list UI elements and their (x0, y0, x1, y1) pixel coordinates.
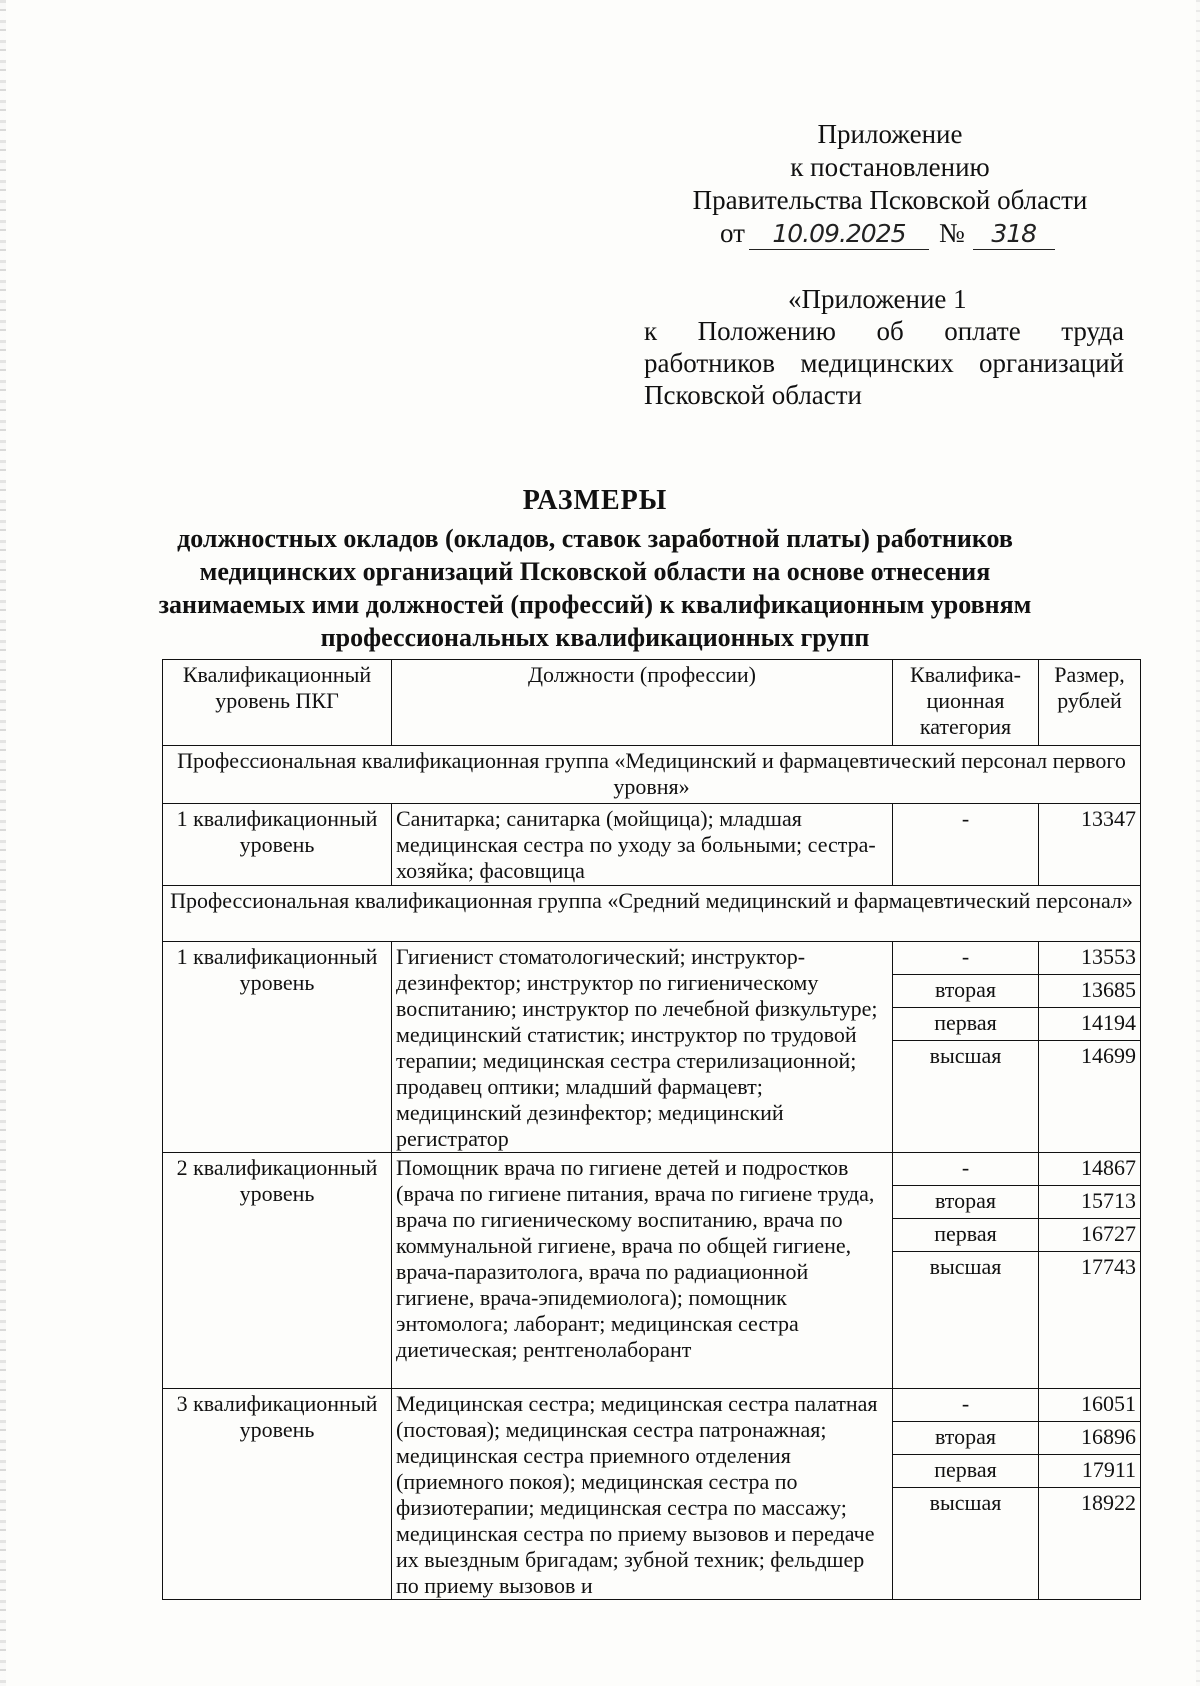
amount-value: 14699 (1081, 1043, 1136, 1068)
scan-edge-right (1196, 0, 1200, 1686)
category-value: первая (893, 1455, 1038, 1488)
amount-cell (1039, 942, 1141, 1153)
amount-value: 13553 (1039, 942, 1140, 975)
reference-block (644, 283, 1124, 411)
heading-subtitle-1: должностных окладов (окладов, ставок заработной платы) работников (177, 524, 1013, 553)
number-prefix: № (938, 218, 965, 248)
appendix-date-row (640, 217, 1140, 253)
table-row (163, 1389, 1141, 1600)
appendix-line-1: Приложение (817, 119, 963, 149)
appendix-line-2: к постановлению (790, 152, 990, 182)
group-title: Профессиональная квалификационная группа «Средний медицинский и фармацевтический персонал» (163, 886, 1141, 942)
amount-value: 16896 (1039, 1422, 1140, 1455)
amount-value: 17911 (1039, 1455, 1140, 1488)
group-row (163, 746, 1141, 804)
table-header-row (163, 660, 1141, 746)
amount-cell: 13347 (1039, 804, 1141, 886)
category-value: высшая (929, 1043, 1002, 1068)
category-cell: - (893, 804, 1039, 886)
heading-subtitle-4: профессиональных квалификационных групп (320, 623, 870, 652)
header-level: Квалификационный уровень ПКГ (163, 660, 392, 746)
amount-value: 16051 (1039, 1389, 1140, 1422)
amount-value: 18922 (1081, 1490, 1136, 1515)
appendix-line-3: Правительства Псковской области (692, 185, 1088, 215)
category-value: вторая (893, 975, 1038, 1008)
handwritten-number: 318 (973, 219, 1055, 250)
heading-title: РАЗМЕРЫ (522, 485, 668, 516)
heading-subtitle-3: занимаемых ими должностей (профессий) к квалификационным уровням (158, 590, 1032, 619)
category-value: вторая (893, 1186, 1038, 1219)
table-row (163, 804, 1141, 886)
amount-value: 14194 (1039, 1008, 1140, 1041)
positions-cell: Санитарка; санитарка (мойщица); младшая медицинская сестра по уходу за больными; сестра-хозяйка; фасовщица (392, 804, 893, 886)
reference-line-1: к Положению об оплате труда (644, 316, 1124, 346)
category-value: - (893, 1153, 1038, 1186)
level-cell: 1 квалификационный уровень (163, 804, 392, 886)
positions-cell: Медицинская сестра; медицинская сестра палатная (постовая); медицинская сестра патронажная; медицинская сестра приемного отделения (приемного покоя); медицинская сестра по физиотерапии; медицинская сестра по массажу; медицинская сестра по приему вызовов и передаче их выездным бригадам; зубной техник; фельдшер по приему вызовов и (392, 1389, 893, 1600)
level-cell: 1 квалификационный уровень (163, 942, 392, 1153)
header-amount: Размер, рублей (1039, 660, 1141, 746)
category-cell (893, 1389, 1039, 1600)
reference-line-3: Псковской области (644, 380, 863, 410)
category-value: - (893, 1389, 1038, 1422)
category-cell (893, 1153, 1039, 1389)
document-heading (130, 484, 1060, 654)
amount-cell (1039, 1389, 1141, 1600)
category-value: высшая (929, 1254, 1002, 1279)
positions-cell: Помощник врача по гигиене детей и подростков (врача по гигиене питания, врача по гигиене труда, врача по гигиеническому воспитанию, врача по коммунальной гигиене, врача по общей гигиене, врача-паразитолога, врача по радиационной гигиене, врача-эпидемиолога); помощник энтомолога; лаборант; медицинская сестра диетическая; рентгенолаборант (392, 1153, 893, 1389)
table-row (163, 1153, 1141, 1389)
category-value: вторая (893, 1422, 1038, 1455)
amount-value: 17743 (1081, 1254, 1136, 1279)
amount-value: 13685 (1039, 975, 1140, 1008)
category-value: - (893, 942, 1038, 975)
appendix-header (640, 118, 1140, 253)
level-cell: 2 квалификационный уровень (163, 1153, 392, 1389)
level-cell: 3 квалификационный уровень (163, 1389, 392, 1600)
header-category: Квалифика-ционная категория (893, 660, 1039, 746)
category-cell (893, 942, 1039, 1153)
salary-table (162, 659, 1141, 1600)
date-prefix: от (720, 218, 745, 248)
reference-title: «Приложение 1 (788, 284, 967, 314)
table-row (163, 942, 1141, 1153)
header-positions: Должности (профессии) (392, 660, 893, 746)
amount-value: 15713 (1039, 1186, 1140, 1219)
category-value: первая (893, 1219, 1038, 1252)
amount-value: 14867 (1039, 1153, 1140, 1186)
handwritten-date: 10.09.2025 (749, 219, 929, 250)
scan-edge-left (0, 0, 6, 1686)
group-title: Профессиональная квалификационная группа «Медицинский и фармацевтический персонал первого уровня» (163, 746, 1141, 804)
amount-value: 16727 (1039, 1219, 1140, 1252)
amount-cell (1039, 1153, 1141, 1389)
category-value: первая (893, 1008, 1038, 1041)
reference-line-2: работников медицинских организаций (644, 348, 1124, 378)
group-row (163, 886, 1141, 942)
heading-subtitle-2: медицинских организаций Псковской области на основе отнесения (199, 557, 991, 586)
category-value: высшая (929, 1490, 1002, 1515)
positions-cell: Гигиенист стоматологический; инструктор-дезинфектор; инструктор по гигиеническому воспитанию; инструктор по лечебной физкультуре; медицинский статистик; инструктор по трудовой терапии; медицинская сестра стерилизационной; продавец оптики; младший фармацевт; медицинский дезинфектор; медицинский регистратор (392, 942, 893, 1153)
